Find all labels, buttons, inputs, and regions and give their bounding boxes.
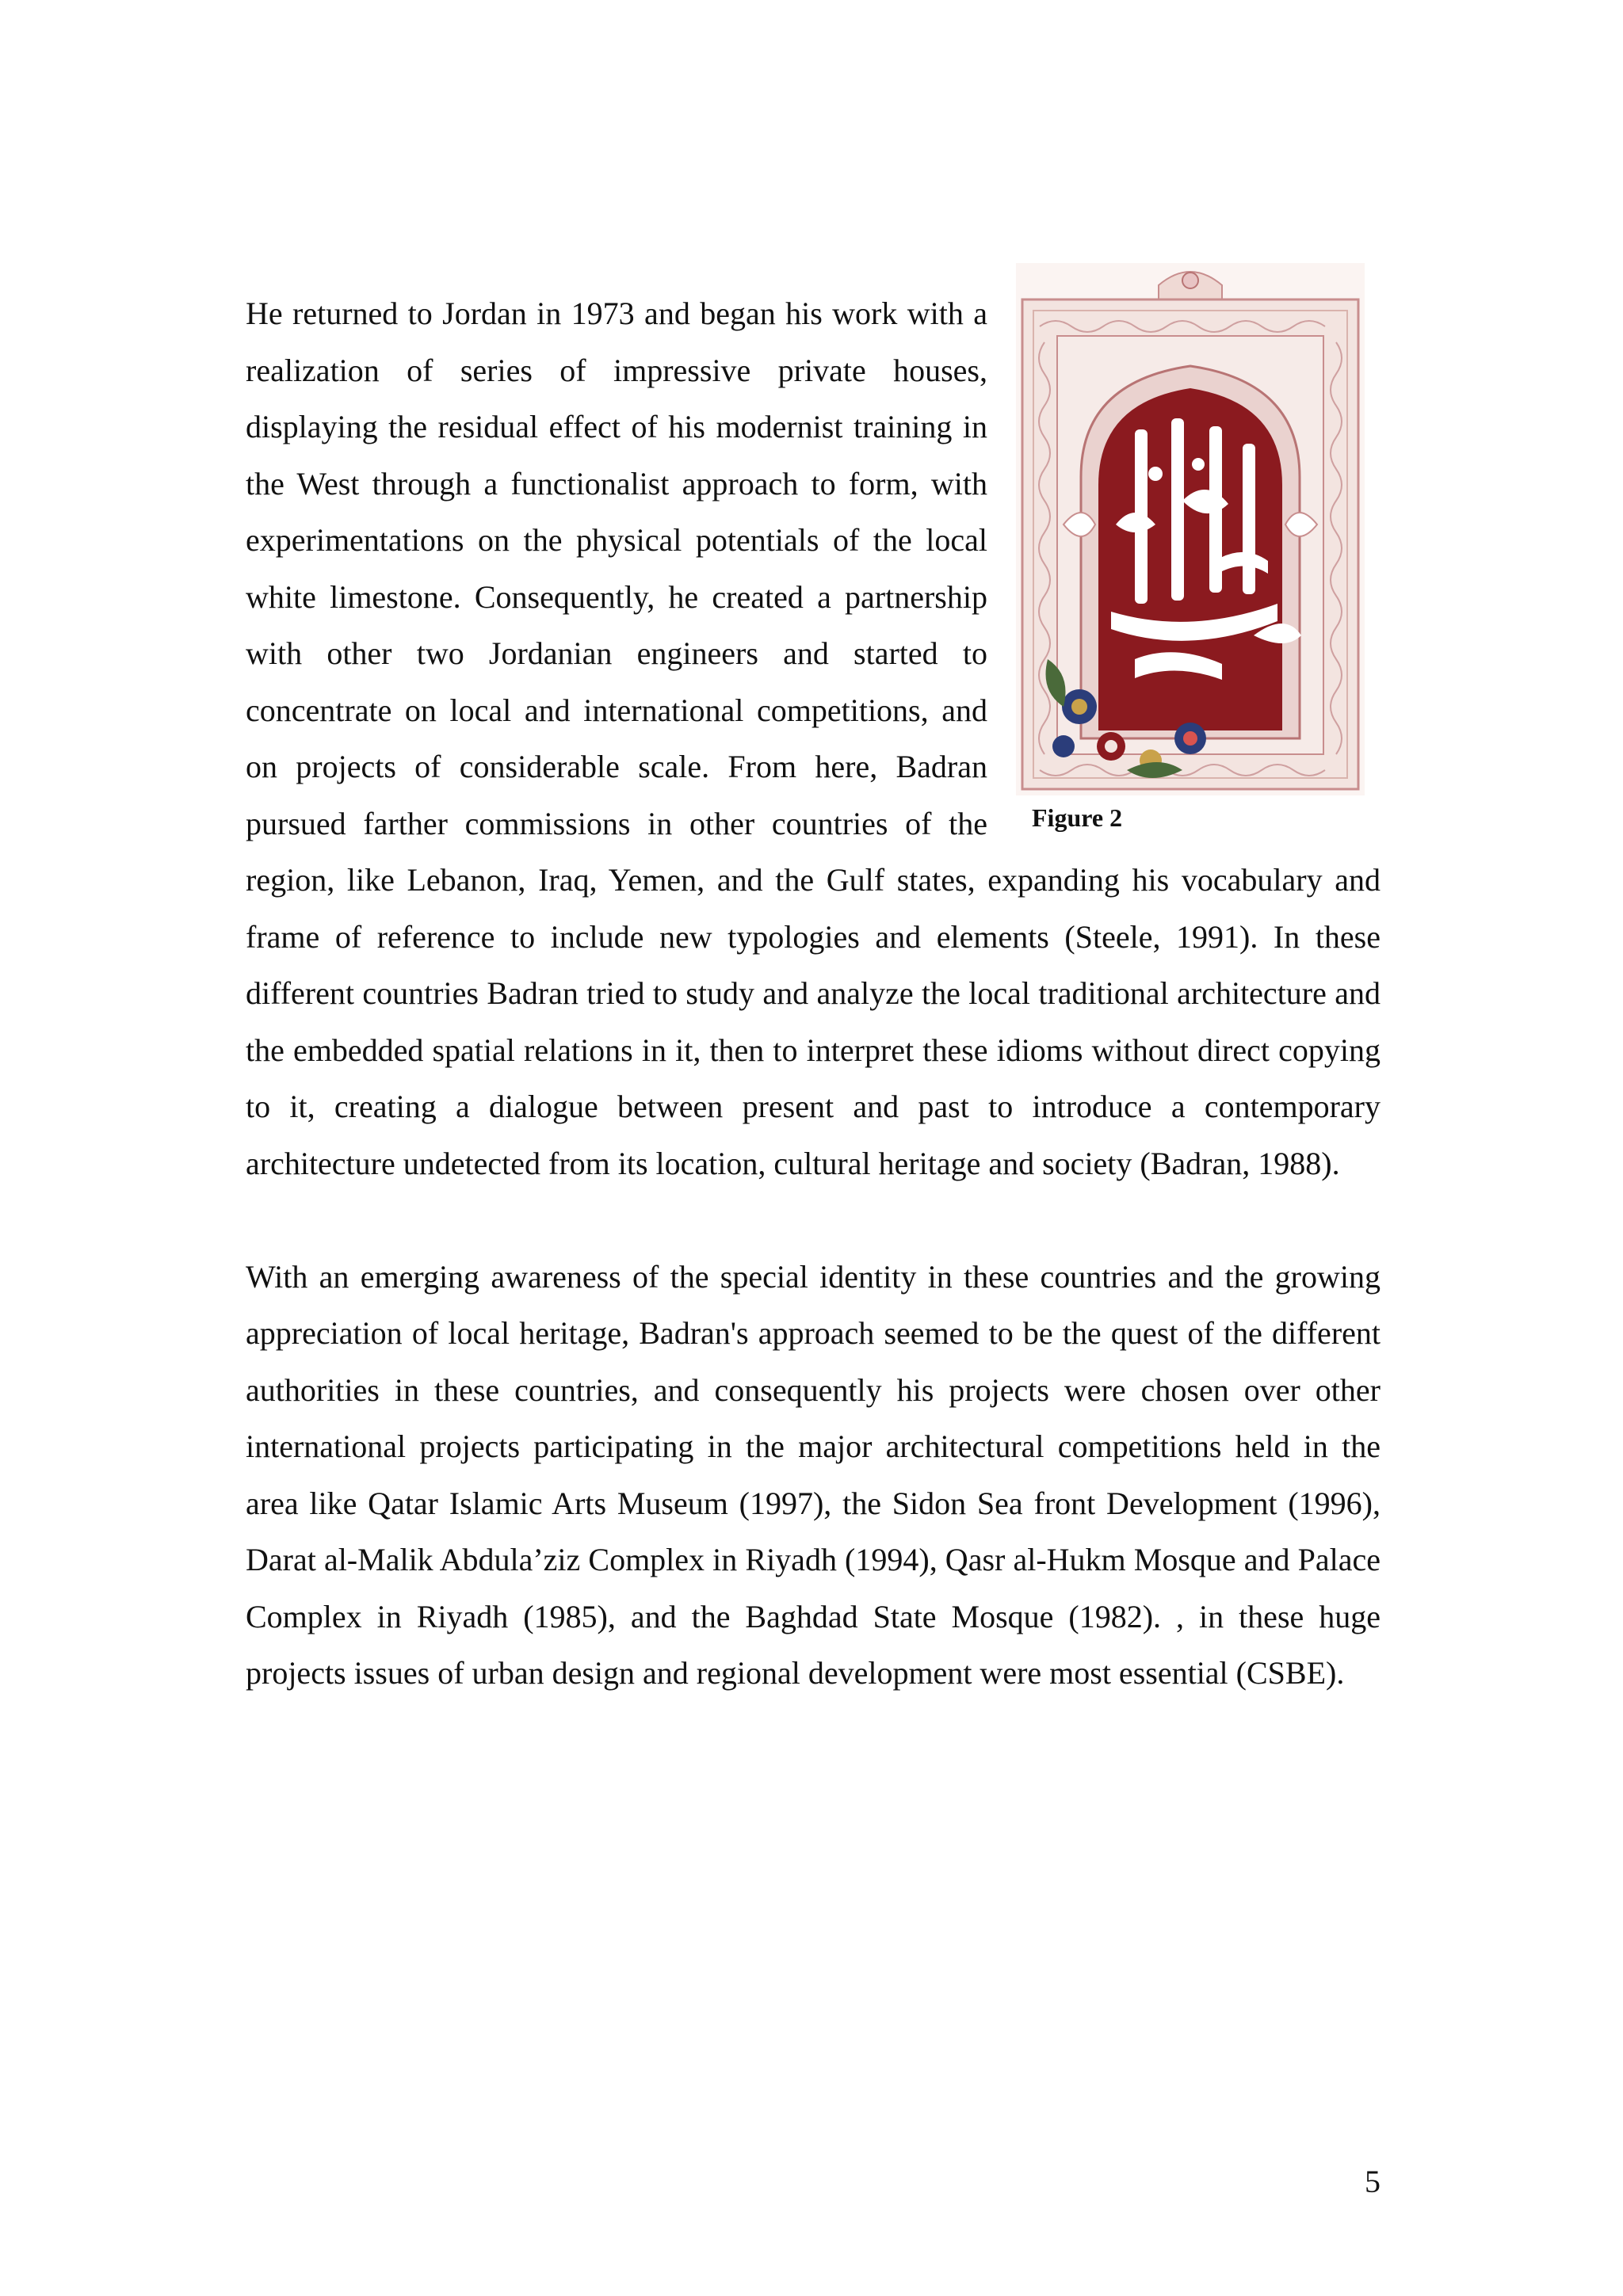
calligraphy-illumination-image (1016, 263, 1365, 795)
paragraph-1: He returned to Jordan in 1973 and began his work with a realization of series of impressive private houses, displaying the residual effect of his modernist training in the West through a functionalist approach to form, with experimentations on the physical potentials of the local white limestone. Consequently, he created a partnership with other two Jordanian engineers and started to concentrate on local and international competitions, and on projects of considerable scale. From here, Badran pursued farther commissions in other countries of the region, like Lebanon, Iraq, Yemen, and the Gulf states, expanding his vocabulary and frame of reference to include new typologies and elements (Steele, 1991). In these different countries Badran tried to study and analyze the local traditional architecture and the embedded spatial relations in it, then to interpret these idioms without direct copying to it, creating a dialogue between present and past to introduce a contemporary architecture undetected from its location, cultural heritage and society (Badran, 1988). (246, 296, 1381, 1181)
paragraph-spacer (246, 1192, 1381, 1249)
page-number: 5 (1365, 2164, 1381, 2199)
figure-2 (1016, 263, 1388, 849)
figure-caption: Figure 2 (1032, 803, 1123, 832)
paragraph-2: With an emerging awareness of the special identity in these countries and the growing appreciation of local heritage, Badran's approach seemed to be the quest of the different authorities in these countries, and consequently his projects were chosen over other international projects participating in the major architectural competitions held in the area like Qatar Islamic Arts Museum (1997), the Sidon Sea front Development (1996), Darat al-Malik Abdula’ziz Complex in Riyadh (1994), Qasr al-Hukm Mosque and Palace Complex in Riyadh (1985), and the Baghdad State Mosque (1982). , in these huge projects issues of urban design and regional development were most essential (CSBE). (246, 1258, 1381, 1691)
body-text (246, 285, 1381, 1702)
